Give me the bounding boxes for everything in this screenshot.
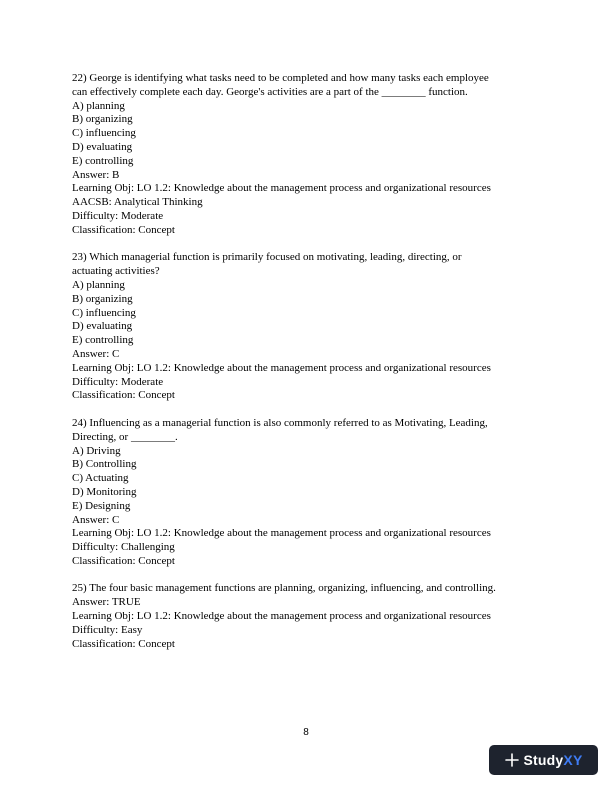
option-e: E) controlling xyxy=(72,154,134,167)
brand-name-main: Study xyxy=(523,752,564,768)
question-23 xyxy=(72,251,542,403)
option-b: B) Controlling xyxy=(72,458,137,471)
option-d: D) evaluating xyxy=(72,140,133,153)
plus-icon xyxy=(505,753,519,767)
question-22 xyxy=(72,72,542,238)
question-text: actuating activities? xyxy=(72,265,160,278)
learning-objective: Learning Obj: LO 1.2: Knowledge about the management process and organizational resources xyxy=(72,361,491,374)
answer-line: Answer: TRUE xyxy=(72,596,141,609)
option-c: C) Actuating xyxy=(72,472,129,485)
answer-line: Answer: C xyxy=(72,347,120,360)
question-text: can effectively complete each day. George's activities are a part of the ________ function. xyxy=(72,85,468,98)
question-text: 25) The four basic management functions are planning, organizing, influencing, and controlling. xyxy=(72,582,496,595)
option-a: A) planning xyxy=(72,278,125,291)
learning-objective: Learning Obj: LO 1.2: Knowledge about the management process and organizational resources xyxy=(72,182,491,195)
question-25 xyxy=(72,582,542,651)
classification-line: Classification: Concept xyxy=(72,389,175,402)
difficulty-line: Difficulty: Challenging xyxy=(72,541,175,554)
classification-line: Classification: Concept xyxy=(72,223,175,236)
brand-name-accent: XY xyxy=(563,752,583,768)
option-c: C) influencing xyxy=(72,127,136,140)
question-text: Directing, or ________. xyxy=(72,430,178,443)
page-number: 8 xyxy=(303,727,309,738)
question-24 xyxy=(72,417,542,569)
option-a: A) Driving xyxy=(72,444,121,457)
option-c: C) influencing xyxy=(72,306,136,319)
option-e: E) controlling xyxy=(72,334,134,347)
option-b: B) organizing xyxy=(72,292,133,305)
classification-line: Classification: Concept xyxy=(72,554,175,567)
studyxy-logo-badge[interactable] xyxy=(489,745,598,775)
learning-objective: Learning Obj: LO 1.2: Knowledge about the management process and organizational resources xyxy=(72,610,491,623)
answer-line: Answer: C xyxy=(72,513,120,526)
question-text: 23) Which managerial function is primarily focused on motivating, leading, directing, or xyxy=(72,251,462,264)
difficulty-line: Difficulty: Moderate xyxy=(72,375,164,388)
question-text: 24) Influencing as a managerial function is also commonly referred to as Motivating, Leading, xyxy=(72,416,488,429)
option-b: B) organizing xyxy=(72,113,133,126)
brand-name xyxy=(524,752,583,768)
option-d: D) evaluating xyxy=(72,320,133,333)
learning-objective: Learning Obj: LO 1.2: Knowledge about the management process and organizational resources xyxy=(72,527,491,540)
difficulty-line: Difficulty: Easy xyxy=(72,623,143,636)
option-a: A) planning xyxy=(72,99,125,112)
question-text: 22) George is identifying what tasks need to be completed and how many tasks each employee xyxy=(72,72,489,84)
difficulty-line: Difficulty: Moderate xyxy=(72,209,164,222)
document-body xyxy=(72,72,542,665)
option-e: E) Designing xyxy=(72,499,131,512)
aacsb-line: AACSB: Analytical Thinking xyxy=(72,196,203,209)
classification-line: Classification: Concept xyxy=(72,637,175,650)
option-d: D) Monitoring xyxy=(72,485,137,498)
answer-line: Answer: B xyxy=(72,168,120,181)
